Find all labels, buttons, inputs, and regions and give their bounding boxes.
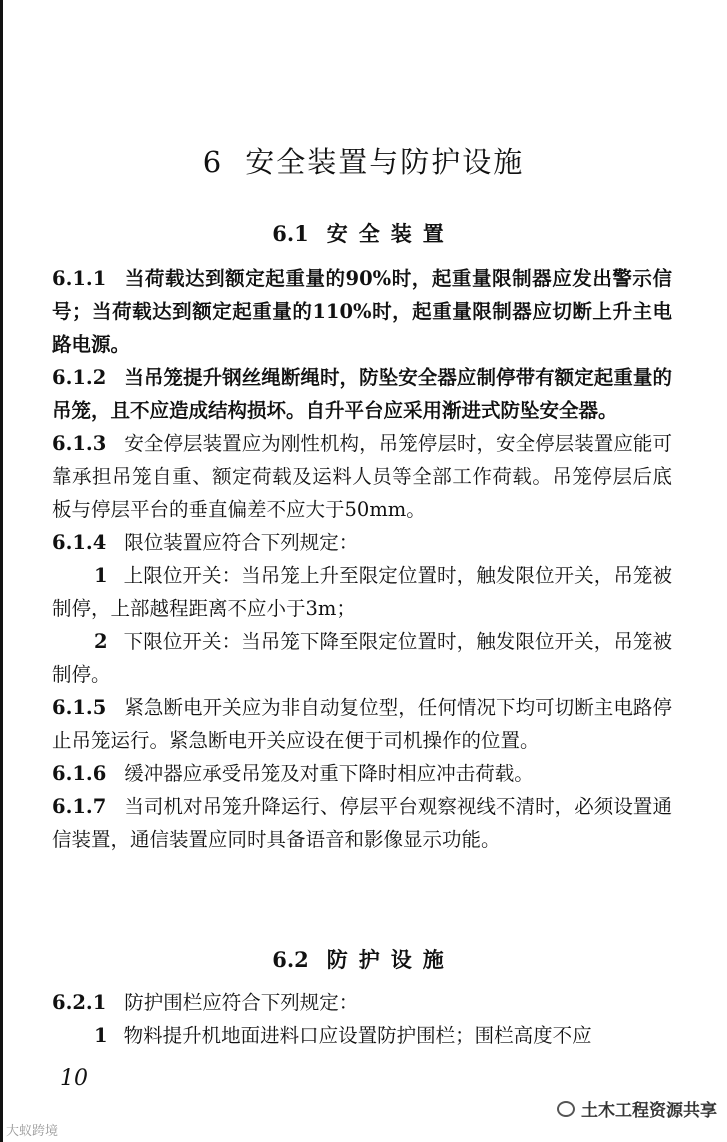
watermark-right bbox=[557, 1096, 717, 1121]
section-title-6-2 bbox=[0, 944, 727, 974]
section-title-text: 防护设施 bbox=[326, 947, 455, 972]
section-6-1-body bbox=[52, 262, 672, 856]
section-number: 6.2 bbox=[272, 947, 309, 972]
subitem-6-1-4-1: 1 上限位开关：当吊笼上升至限定位置时，触发限位开关，吊笼被制停，上部越程距离不应小于3m； bbox=[52, 564, 672, 620]
subitem-6-1-4-2: 2 下限位开关：当吊笼下降至限定位置时，触发限位开关，吊笼被制停。 bbox=[52, 630, 672, 686]
clause-6-1-4: 6.1.4 限位装置应符合下列规定： bbox=[52, 531, 359, 554]
section-6-2-body bbox=[52, 986, 672, 1052]
clause-6-1-5: 6.1.5 紧急断电开关应为非自动复位型，任何情况下均可切断主电路停止吊笼运行。紧急断电开关应设在便于司机操作的位置。 bbox=[52, 696, 672, 752]
clause-6-1-2: 6.1.2 当吊笼提升钢丝绳断绳时，防坠安全器应制停带有额定起重量的吊笼，且不应造成结构损坏。自升平台应采用渐进式防坠安全器。 bbox=[52, 366, 672, 422]
clause-6-1-3: 6.1.3 安全停层装置应为刚性机构，吊笼停层时，安全停层装置应能可靠承担吊笼自重、额定荷载及运料人员等全部工作荷载。吊笼停层后底板与停层平台的垂直偏差不应大于50mm。 bbox=[52, 432, 672, 521]
clause-6-1-7: 6.1.7 当司机对吊笼升降运行、停层平台观察视线不清时，必须设置通信装置，通信装置应同时具备语音和影像显示功能。 bbox=[52, 795, 672, 851]
clause-6-2-1: 6.2.1 防护围栏应符合下列规定： bbox=[52, 991, 359, 1014]
section-number: 6.1 bbox=[272, 221, 309, 246]
clause-6-1-1: 6.1.1 当荷载达到额定起重量的90%时，起重量限制器应发出警示信号；当荷载达到额定起重量的110%时，起重量限制器应切断上升主电路电源。 bbox=[52, 267, 672, 356]
chapter-title-text: 安全装置与防护设施 bbox=[245, 145, 525, 179]
section-title-6-1 bbox=[0, 218, 727, 248]
chapter-number: 6 bbox=[202, 145, 224, 179]
chat-bubble-icon bbox=[557, 1101, 575, 1117]
watermark-right-text: 土木工程资源共享 bbox=[581, 1101, 717, 1121]
watermark-left: 大蚁跨境 bbox=[6, 1124, 59, 1139]
clause-6-1-6: 6.1.6 缓冲器应承受吊笼及对重下降时相应冲击荷载。 bbox=[52, 762, 534, 785]
chapter-title bbox=[0, 140, 727, 181]
section-title-text: 安全装置 bbox=[326, 221, 455, 246]
subitem-6-2-1-1: 1 物料提升机地面进料口应设置防护围栏；围栏高度不应 bbox=[94, 1024, 592, 1047]
page-number: 10 bbox=[60, 1066, 88, 1091]
